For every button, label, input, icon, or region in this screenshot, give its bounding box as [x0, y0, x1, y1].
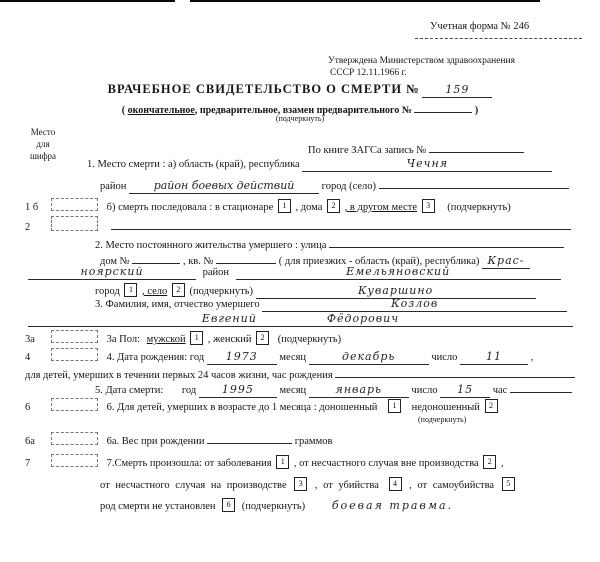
- birth-month-value: декабрь: [342, 350, 396, 363]
- code-6a: 6а: [25, 436, 35, 447]
- cause-undetermined-label: род смерти не установлен: [100, 501, 216, 512]
- divider-dashed: [415, 37, 582, 39]
- zags-label: По книге ЗАГСа запись №: [308, 145, 427, 156]
- cause-accident-work-label: от несчастного случая на производстве: [100, 480, 287, 491]
- birth-day-value: 11: [486, 350, 502, 363]
- zags-number-field: [429, 139, 524, 153]
- option-box-undetermined: 6: [222, 498, 235, 512]
- scan-edge-artifact: [190, 0, 540, 2]
- underline-hint-2: (подчеркнуть): [189, 286, 253, 297]
- death-hour-field: [510, 379, 572, 393]
- home-option: , дома: [295, 202, 323, 213]
- apartment-field: [216, 250, 276, 264]
- approved-by-line2: СССР 12.11.1966 г.: [330, 68, 407, 78]
- code-box-6a: [51, 432, 98, 445]
- birth-year-field: [207, 351, 277, 365]
- birth-weight-unit: граммов: [294, 436, 333, 447]
- code-4: 4: [25, 352, 31, 363]
- certificate-number-value: 159: [445, 83, 470, 96]
- birth-hour-field: [335, 364, 575, 378]
- sex-label: 3а Пол:: [106, 334, 141, 345]
- death-hour-label: час: [492, 385, 508, 396]
- birth-date-row: [25, 348, 533, 365]
- zags-record-row: [308, 139, 524, 158]
- option-box-fullterm: 1: [388, 399, 401, 413]
- code-box-6: [51, 398, 98, 411]
- city-field: [379, 175, 569, 189]
- code-2-row: [25, 216, 571, 235]
- district-label: район: [100, 181, 127, 192]
- preterm-label: недоношенный: [411, 402, 480, 413]
- birth-weight-label: 6а. Вес при рождении: [106, 436, 205, 447]
- birth-year-value: 1973: [225, 350, 258, 363]
- margin-cipher-label: [20, 126, 66, 162]
- surname-value: Козлов: [391, 297, 439, 310]
- visitors-label: ( для приезжих - область (край), республика): [278, 256, 480, 267]
- region-field: [302, 158, 552, 172]
- city-option-label: город: [95, 286, 120, 297]
- underline-hint-7: (подчеркнуть): [241, 501, 306, 512]
- place-of-death-label: 1. Место смерти : а) область (край), республика: [87, 159, 300, 170]
- subtitle-rest: , предварительное, взамен предварительного №: [194, 105, 412, 116]
- code-3a: 3а: [25, 334, 35, 345]
- children-24h-note: для детей, умерших в течении первых 24 часов жизни, час рождения: [25, 370, 333, 381]
- death-year-field: [199, 384, 277, 398]
- residence-district-label: район: [202, 267, 230, 278]
- cause-handwritten-value: боевая травма.: [331, 499, 454, 512]
- death-cause-row-3: [100, 498, 453, 514]
- underline-hint-1b: (подчеркнуть): [447, 202, 511, 213]
- death-year-label: год: [181, 385, 197, 396]
- code-box-3a: [51, 330, 98, 343]
- code-7: 7: [25, 458, 31, 469]
- scan-edge-artifact: [0, 0, 175, 2]
- death-month-label: месяц: [279, 385, 307, 396]
- option-box-homicide: 4: [389, 477, 402, 491]
- full-name-row: [95, 298, 567, 312]
- birth-date-label: 4. Дата рождения: год: [106, 352, 205, 363]
- code-6: 6: [25, 402, 31, 413]
- subtitle-close: ): [474, 105, 479, 116]
- male-option: мужской: [146, 334, 186, 345]
- birth-month-label: месяц: [279, 352, 307, 363]
- birth-day-label: число: [431, 352, 458, 363]
- margin-cipher-line1: Место: [30, 127, 56, 137]
- patronymic-value: Фёдорович: [326, 312, 400, 325]
- option-box-suicide: 5: [502, 477, 515, 491]
- option-box-2: 2: [327, 199, 340, 213]
- other-place-option: , в другом месте: [344, 202, 418, 213]
- region-value: Чечня: [406, 157, 449, 170]
- place-of-death-row: [87, 158, 552, 172]
- option-box-female: 2: [256, 331, 269, 345]
- birth-day-field: [460, 351, 528, 365]
- residence-district-field: [236, 266, 561, 280]
- death-date-row: [95, 379, 572, 398]
- birth-month-field: [309, 351, 429, 365]
- code-2: 2: [25, 222, 31, 233]
- cause-homicide-label: , от убийства: [314, 480, 379, 491]
- death-district-row: [100, 175, 569, 194]
- code-1b: 1 б: [25, 202, 39, 213]
- underline-hint-top: (подчеркнуть): [275, 114, 325, 123]
- certificate-number-field: [422, 84, 492, 98]
- blank-line: [111, 217, 571, 230]
- visitor-region-field-2: [28, 266, 196, 280]
- death-day-value: 15: [457, 383, 474, 396]
- code-box-2: [51, 216, 98, 231]
- death-cause-row-1: [25, 454, 503, 471]
- house-field: [132, 250, 180, 264]
- previous-number-field: [414, 99, 472, 113]
- margin-cipher-line2: для: [36, 139, 50, 149]
- birth-weight-row: [25, 430, 332, 449]
- page-title: ВРАЧЕБНОЕ СВИДЕТЕЛЬСТВО О СМЕРТИ №: [107, 82, 420, 96]
- sex-row: [25, 330, 341, 347]
- death-day-field: [440, 384, 490, 398]
- document-title-row: [40, 82, 560, 98]
- first-name-value: Евгений: [201, 312, 257, 325]
- death-cause-row-2: [100, 477, 517, 493]
- subtitle-final-option: окончательное: [127, 105, 195, 116]
- surname-field: [262, 298, 567, 312]
- death-occurred-label: б) смерть последовала : в стационаре: [106, 202, 274, 213]
- settlement-value: Куваршино: [357, 284, 434, 297]
- street-field: [329, 234, 564, 248]
- full-name-label: 3. Фамилия, имя, отчество умершего: [95, 299, 260, 310]
- house-label: дом №: [100, 256, 130, 267]
- option-box-village: 2: [172, 283, 185, 297]
- code-box-1b: [51, 198, 98, 211]
- death-month-value: январь: [335, 383, 383, 396]
- option-box-1: 1: [278, 199, 291, 213]
- infant-term-label: 6. Для детей, умерших в возрасте до 1 месяца : доношенный: [106, 402, 378, 413]
- death-date-label: 5. Дата смерти:: [95, 385, 164, 396]
- district-value: район боевых действий: [153, 179, 295, 192]
- district-field: [129, 180, 319, 194]
- option-box-accident-nonwork: 2: [483, 455, 496, 469]
- approved-by-line1: Утверждена Министерством здравоохранения: [328, 56, 515, 66]
- death-location-type-row: [25, 198, 511, 215]
- subtitle-open: (: [121, 105, 126, 116]
- death-month-field: [309, 384, 409, 398]
- code-box-7: [51, 454, 98, 467]
- female-option: , женский: [207, 334, 252, 345]
- option-box-disease: 1: [276, 455, 289, 469]
- birth-weight-field: [207, 430, 292, 444]
- village-option-label: , село: [142, 286, 168, 297]
- underline-hint-3a: (подчеркнуть): [277, 334, 342, 345]
- form-code: Учетная форма № 246: [430, 21, 530, 32]
- city-label: город (село): [321, 181, 377, 192]
- option-box-city: 1: [124, 283, 137, 297]
- option-box-preterm: 2: [485, 399, 498, 413]
- apartment-label: , кв. №: [182, 256, 214, 267]
- option-box-3: 3: [422, 199, 435, 213]
- code-box-4: [51, 348, 98, 361]
- name-patronymic-row: [28, 313, 573, 327]
- residence-district-value: Емельяновский: [346, 265, 451, 278]
- option-box-male: 1: [190, 331, 203, 345]
- option-box-accident-work: 3: [294, 477, 307, 491]
- death-day-label: число: [411, 385, 438, 396]
- birth-date-comma: ,: [530, 352, 534, 363]
- cause-disease-label: 7.Смерть произошла: от заболевания: [106, 458, 272, 469]
- visitor-region-value-part1: Крас-: [487, 254, 525, 267]
- residence-label: 2. Место постоянного жительства умершего : улица: [95, 240, 327, 251]
- city-village-row: [95, 283, 536, 299]
- cause-suicide-label: , от самоубийства: [409, 480, 495, 491]
- death-year-value: 1995: [221, 383, 254, 396]
- cause-line1-comma: ,: [500, 458, 504, 469]
- margin-cipher-line3: шифра: [29, 151, 57, 161]
- visitor-region-value-part2: ноярский: [80, 265, 144, 278]
- residence-district-row: [28, 266, 561, 280]
- underline-hint-6: (подчеркнуть): [418, 415, 467, 424]
- name-patronymic-field: [28, 313, 573, 327]
- cause-accident-nonwork-label: , от несчастного случая вне производства: [293, 458, 479, 469]
